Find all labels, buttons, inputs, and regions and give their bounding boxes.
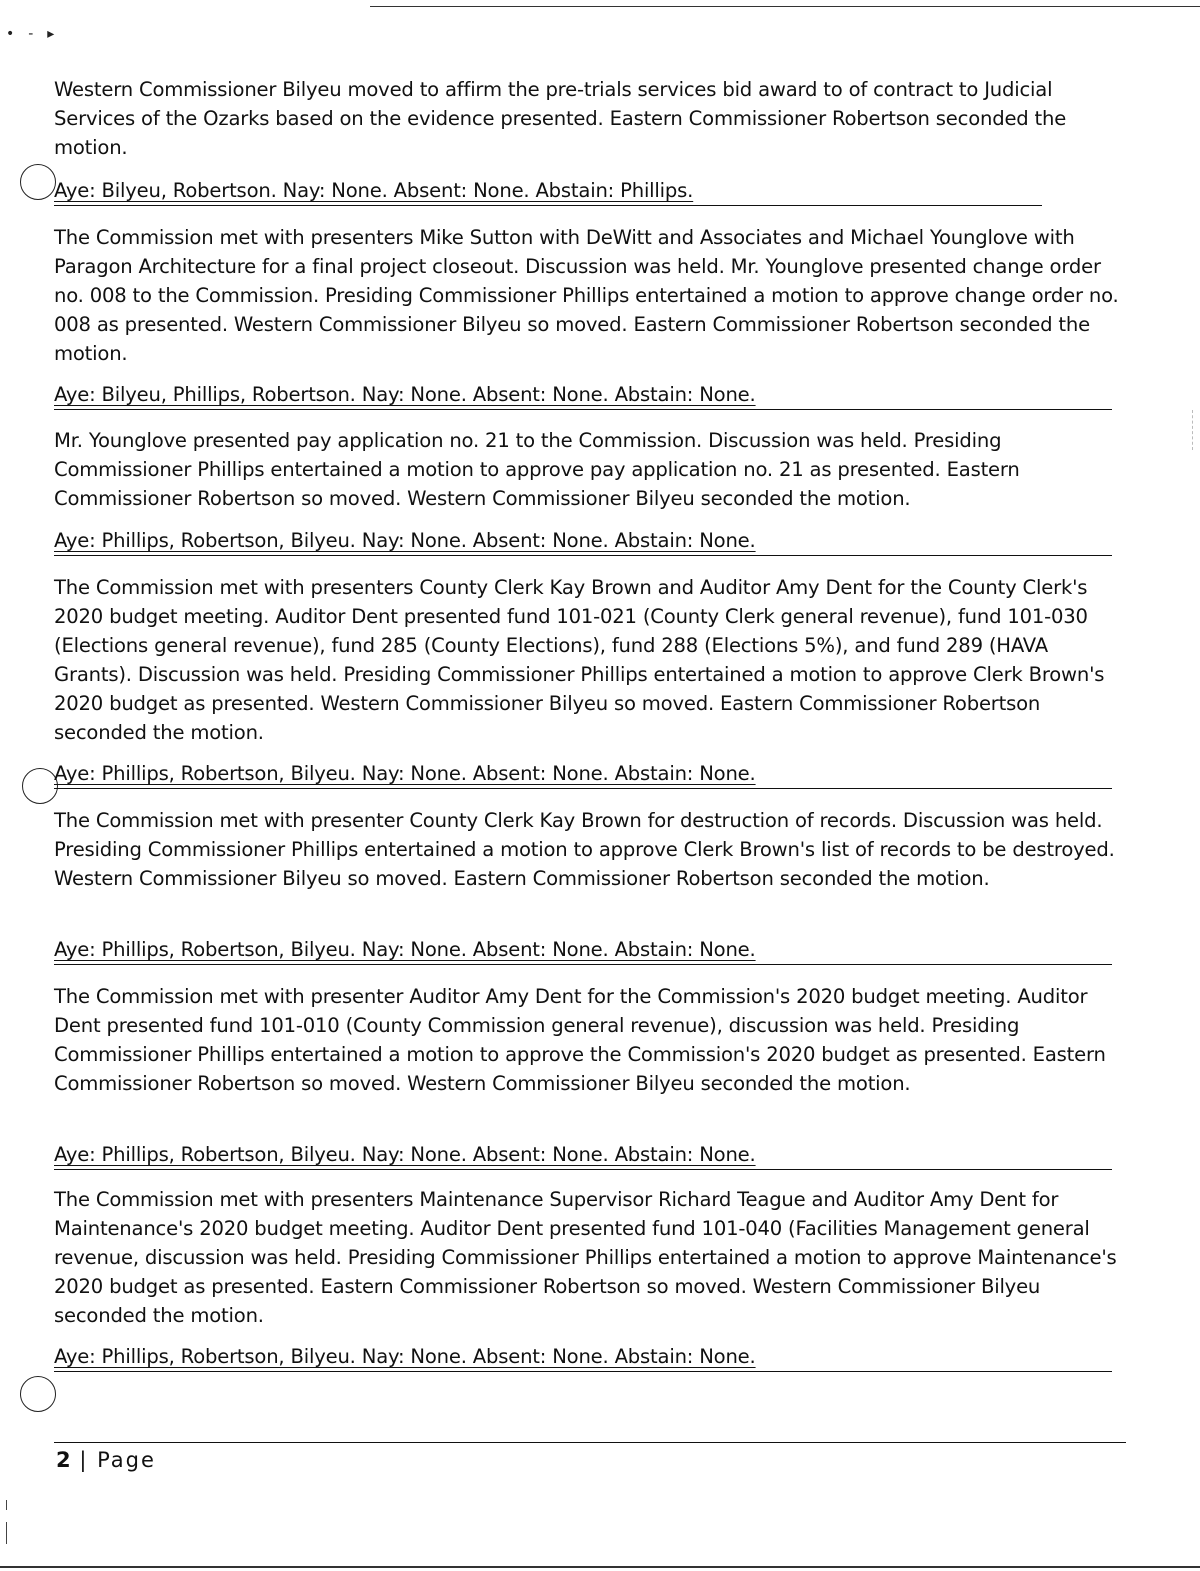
minutes-paragraph: The Commission met with presenters Mike Sutton with DeWitt and Associates and Michael Younglove with Paragon Architecture for a final project closeout. Discussion was held. Mr. Younglove presented change order no. 008 to the Commission. Presiding Commissioner Phillips entertained a motion to approve change order no. 008 as presented. Western Commissioner Bilyeu so moved. Eastern Commissioner Robertson seconded the motion. [54, 226, 1119, 365]
minutes-paragraph: The Commission met with presenters County Clerk Kay Brown and Auditor Amy Dent for the County Clerk's 2020 budget meeting. Auditor Dent presented fund 101-021 (County Clerk general revenue), fund 101-030 (Elections general revenue), fund 285 (County Elections), fund 288 (Elections 5%), and fund 289 (HAVA Grants). Discussion was held. Presiding Commissioner Phillips entertained a motion to approve Clerk Brown's 2020 budget as presented. Western Commissioner Bilyeu so moved. Eastern Commissioner Robertson seconded the motion. [54, 576, 1105, 744]
footer-page-word: Page [97, 1448, 156, 1472]
scan-specks: •-▸ [6, 26, 69, 42]
minutes-paragraph: Mr. Younglove presented pay application no. 21 to the Commission. Discussion was held. Presiding Commissioner Phillips entertained a motion to approve pay application no. 21 as presented. Eastern Commissioner Robertson so moved. Western Commissioner Bilyeu seconded the motion. [54, 429, 1020, 510]
scan-edge-mark [6, 1522, 7, 1544]
minutes-paragraph: Western Commissioner Bilyeu moved to affirm the pre-trials services bid award to of contract to Judicial Services of the Ozarks based on the evidence presented. Eastern Commissioner Robertson seconded the motion. [54, 78, 1067, 159]
footer-rule [54, 1442, 1126, 1443]
page-number: 2 [56, 1448, 71, 1472]
vote-record: Aye: Phillips, Robertson, Bilyeu. Nay: None. Absent: None. Abstain: None. [54, 936, 1112, 965]
page-footer [56, 1448, 156, 1472]
top-scan-rule [370, 6, 1200, 7]
vote-record: Aye: Phillips, Robertson, Bilyeu. Nay: None. Absent: None. Abstain: None. [54, 1141, 1112, 1170]
scan-edge-mark [1192, 410, 1193, 450]
vote-record: Aye: Bilyeu, Phillips, Robertson. Nay: None. Absent: None. Abstain: None. [54, 381, 1112, 410]
minutes-paragraph: The Commission met with presenters Maintenance Supervisor Richard Teague and Auditor Amy Dent for Maintenance's 2020 budget meeting. Auditor Dent presented fund 101-040 (Facilities Management general revenue, discussion was held. Presiding Commissioner Phillips entertained a motion to approve Maintenance's 2020 budget as presented. Eastern Commissioner Robertson so moved. Western Commissioner Bilyeu seconded the motion. [54, 1188, 1117, 1327]
minutes-paragraph: The Commission met with presenter County Clerk Kay Brown for destruction of records. Discussion was held. Presiding Commissioner Phillips entertained a motion to approve Clerk Brown's list of records to be destroyed. Western Commissioner Bilyeu so moved. Eastern Commissioner Robertson seconded the motion. [54, 809, 1115, 890]
minutes-paragraph: The Commission met with presenter Auditor Amy Dent for the Commission's 2020 budget meeting. Auditor Dent presented fund 101-010 (County Commission general revenue), discussion was held. Presiding Commissioner Phillips entertained a motion to approve the Commission's 2020 budget as presented. Eastern Commissioner Robertson so moved. Western Commissioner Bilyeu seconded the motion. [54, 985, 1106, 1095]
scan-edge-mark [6, 1500, 7, 1510]
vote-record: Aye: Phillips, Robertson, Bilyeu. Nay: None. Absent: None. Abstain: None. [54, 527, 1112, 556]
footer-separator: | [79, 1448, 89, 1472]
punch-hole-icon [20, 164, 56, 200]
bottom-scan-rule [0, 1566, 1200, 1568]
vote-record: Aye: Phillips, Robertson, Bilyeu. Nay: None. Absent: None. Abstain: None. [54, 760, 1112, 789]
vote-record: Aye: Bilyeu, Robertson. Nay: None. Absent: None. Abstain: Phillips. [54, 177, 1042, 206]
punch-hole-icon [22, 768, 58, 804]
punch-hole-icon [20, 1376, 56, 1412]
vote-record: Aye: Phillips, Robertson, Bilyeu. Nay: None. Absent: None. Abstain: None. [54, 1343, 1112, 1372]
